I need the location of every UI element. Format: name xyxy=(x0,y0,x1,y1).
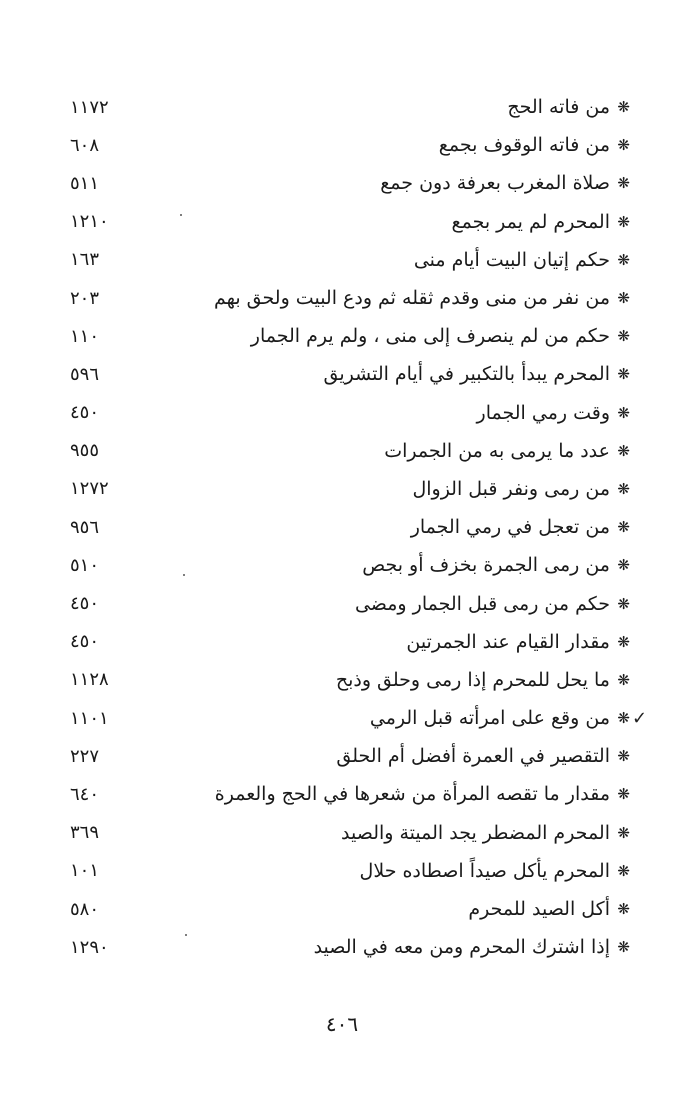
entry-title: المحرم يبدأ بالتكبير في أيام التشريق xyxy=(323,363,610,386)
scan-speck xyxy=(183,574,185,576)
bullet-icon: ❋ xyxy=(617,785,630,804)
index-entry xyxy=(70,203,630,241)
entry-title: وقت رمي الجمار xyxy=(476,401,610,424)
index-entry xyxy=(70,394,630,432)
index-entry xyxy=(70,470,630,508)
entry-title: التقصير في العمرة أفضل أم الحلق xyxy=(336,745,610,768)
index-entry xyxy=(70,852,630,890)
entry-page-number: ٥١٠ xyxy=(70,554,100,576)
entry-page-number: ١١٠ xyxy=(70,325,100,347)
entry-page-number: ٣٦٩ xyxy=(70,822,100,844)
entry-page-number: ٦٠٨ xyxy=(70,134,100,156)
entry-page-number: ١٢١٠ xyxy=(70,211,109,233)
entry-title: حكم من رمى قبل الجمار ومضى xyxy=(354,592,610,615)
index-entry xyxy=(70,88,630,126)
entry-page-number: ١٢٧٢ xyxy=(70,478,109,500)
index-entry xyxy=(70,890,630,928)
index-entry xyxy=(70,737,630,775)
entry-title: مقدار القيام عند الجمرتين xyxy=(406,630,610,653)
index-entry xyxy=(70,279,630,317)
entry-title: من فاته الحج xyxy=(507,96,610,119)
entry-page-number: ٥٨٠ xyxy=(70,898,100,920)
entry-page-number: ١١٢٨ xyxy=(70,669,109,691)
index-entry xyxy=(70,661,630,699)
index-entry xyxy=(70,928,630,966)
entry-page-number: ٤٥٠ xyxy=(70,593,100,615)
entry-title: المحرم المضطر يجد الميتة والصيد xyxy=(341,821,610,844)
entry-title: حكم إتيان البيت أيام منى xyxy=(413,248,610,271)
entry-title: حكم من لم ينصرف إلى منى ، ولم يرم الجمار xyxy=(250,325,610,348)
entry-page-number: ١٢٩٠ xyxy=(70,936,109,958)
bullet-icon: ❋ xyxy=(617,556,630,575)
entry-page-number: ٤٥٠ xyxy=(70,402,100,424)
index-entry xyxy=(70,508,630,546)
index-entry xyxy=(70,317,630,355)
entry-title: من وقع على امرأته قبل الرمي xyxy=(369,707,610,730)
entry-title: من فاته الوقوف بجمع xyxy=(438,134,610,157)
entry-page-number: ٩٥٥ xyxy=(70,440,100,462)
bullet-icon: ❋ xyxy=(617,403,630,422)
entry-title: من نفر من منى وقدم ثقله ثم ودع البيت ولحق بهم xyxy=(213,287,610,310)
entry-page-number: ٥٩٦ xyxy=(70,363,100,385)
bullet-icon: ❋ xyxy=(617,632,630,651)
bullet-icon: ❋ xyxy=(617,747,630,766)
entry-page-number: ١١٧٢ xyxy=(70,96,109,118)
bullet-icon: ❋ xyxy=(617,441,630,460)
index-entry xyxy=(70,164,630,202)
entry-title: المحرم لم يمر بجمع xyxy=(451,210,610,233)
entry-page-number: ٩٥٦ xyxy=(70,516,100,538)
bullet-icon: ❋ xyxy=(617,479,630,498)
index-entry xyxy=(70,241,630,279)
entry-title: المحرم يأكل صيداً اصطاده حلال xyxy=(359,859,610,882)
entry-title: من رمى الجمرة بخزف أو بجص xyxy=(362,554,610,577)
bullet-icon: ❋ xyxy=(617,861,630,880)
index-list xyxy=(70,88,630,966)
index-entry xyxy=(70,432,630,470)
entry-page-number: ٢٠٣ xyxy=(70,287,100,309)
entry-title: عدد ما يرمى به من الجمرات xyxy=(384,439,610,462)
bullet-icon: ❋ xyxy=(617,938,630,957)
bullet-icon: ❋ xyxy=(617,823,630,842)
page-number: ٤٠٦ xyxy=(325,1012,359,1036)
entry-page-number: ٢٢٧ xyxy=(70,745,100,767)
index-entry xyxy=(70,126,630,164)
entry-page-number: ١٦٣ xyxy=(70,249,100,271)
bullet-icon: ❋ xyxy=(617,709,630,728)
entry-page-number: ٦٤٠ xyxy=(70,783,100,805)
index-entry xyxy=(70,699,630,737)
entry-title: أكل الصيد للمحرم xyxy=(468,898,610,921)
entry-page-number: ٥١١ xyxy=(70,172,100,194)
handwritten-check-icon: ✓ xyxy=(632,708,648,729)
bullet-icon: ❋ xyxy=(617,212,630,231)
index-entry xyxy=(70,814,630,852)
entry-title: ما يحل للمحرم إذا رمى وحلق وذبح xyxy=(335,668,610,691)
entry-title: مقدار ما تقصه المرأة من شعرها في الحج والعمرة xyxy=(214,783,610,806)
scan-speck xyxy=(185,934,187,936)
index-entry xyxy=(70,355,630,393)
entry-page-number: ١٠١ xyxy=(70,860,100,882)
bullet-icon: ❋ xyxy=(617,136,630,155)
entry-title: إذا اشترك المحرم ومن معه في الصيد xyxy=(313,936,610,959)
index-entry xyxy=(70,546,630,584)
bullet-icon: ❋ xyxy=(617,250,630,269)
entry-page-number: ٤٥٠ xyxy=(70,631,100,653)
bullet-icon: ❋ xyxy=(617,518,630,537)
entry-title: من رمى ونفر قبل الزوال xyxy=(412,477,610,500)
entry-title: من تعجل في رمي الجمار xyxy=(410,516,610,539)
bullet-icon: ❋ xyxy=(617,365,630,384)
bullet-icon: ❋ xyxy=(617,98,630,117)
scan-speck xyxy=(180,214,182,216)
bullet-icon: ❋ xyxy=(617,900,630,919)
index-entry xyxy=(70,775,630,813)
bullet-icon: ❋ xyxy=(617,289,630,308)
bullet-icon: ❋ xyxy=(617,327,630,346)
bullet-icon: ❋ xyxy=(617,670,630,689)
index-entry xyxy=(70,584,630,622)
index-entry xyxy=(70,623,630,661)
entry-page-number: ١١٠١ xyxy=(70,707,109,729)
bullet-icon: ❋ xyxy=(617,594,630,613)
entry-title: صلاة المغرب بعرفة دون جمع xyxy=(380,172,610,195)
bullet-icon: ❋ xyxy=(617,174,630,193)
